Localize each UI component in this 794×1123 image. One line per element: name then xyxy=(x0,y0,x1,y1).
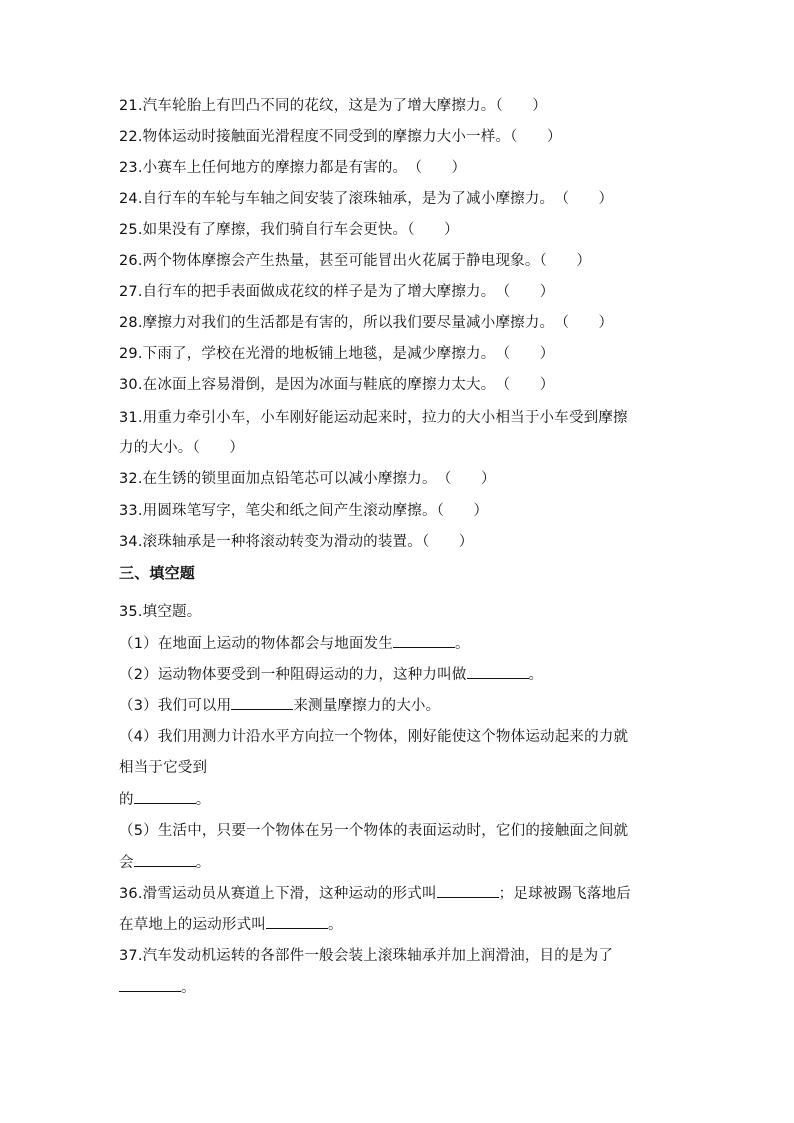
answer-blank[interactable] xyxy=(437,883,499,898)
section-title: 三、填空题 xyxy=(119,564,196,582)
q35-sub2-end: 。 xyxy=(528,667,544,683)
question-31-line1: 31.用重力牵引小车，小车刚好能运动起来时，拉力的大小相当于小车受到摩擦 xyxy=(119,410,628,426)
answer-blank[interactable] xyxy=(393,633,455,648)
question-33: 33.用圆珠笔写字，笔尖和纸之间产生滚动摩擦。（ ） xyxy=(119,503,489,519)
question-27: 27.自行车的把手表面做成花纹的样子是为了增大摩擦力。 （ ） xyxy=(119,284,555,300)
q36-text3: 在草地上的运动形式叫 xyxy=(119,917,266,933)
q35-sub3 xyxy=(119,695,440,716)
q35-sub5-line2 xyxy=(119,852,210,873)
question-31-line2: 力的大小。（ ） xyxy=(119,440,245,456)
q35-sub5-text: 会 xyxy=(119,855,134,871)
question-26: 26.两个物体摩擦会产生热量，甚至可能冒出火花属于静电现象。（ ） xyxy=(119,253,592,269)
question-32: 32.在生锈的锁里面加点铅笔芯可以减小摩擦力。 （ ） xyxy=(119,471,496,487)
q35-sub4-end: 。 xyxy=(195,792,211,808)
answer-blank[interactable] xyxy=(231,695,293,710)
q35-sub4-line1: （4）我们用测力计沿水平方向拉一个物体，刚好能使这个物体运动起来的力就 xyxy=(119,729,629,745)
q36-text1: 36.滑雪运动员从赛道上下滑，这种运动的形式叫 xyxy=(119,886,437,902)
q35-sub5-line1: （5）生活中，只要一个物体在另一个物体的表面运动时，它们的接触面之间就 xyxy=(119,823,629,839)
answer-blank[interactable] xyxy=(134,789,196,804)
q35-sub3-end: 来测量摩擦力的大小。 xyxy=(293,698,441,714)
question-29: 29.下雨了，学校在光滑的地板铺上地毯，是减少摩擦力。 （ ） xyxy=(119,346,555,362)
question-37-line1: 37.汽车发动机运转的各部件一般会装上滚珠轴承并加上润滑油，目的是为了 xyxy=(119,948,614,964)
answer-blank[interactable] xyxy=(119,977,181,992)
q35-sub2-text: （2）运动物体要受到一种阻碍运动的力，这种力叫做 xyxy=(119,667,467,683)
answer-blank[interactable] xyxy=(467,664,529,679)
q35-sub2 xyxy=(119,664,543,685)
question-37-line2 xyxy=(119,977,196,998)
q35-sub5-end: 。 xyxy=(195,855,211,871)
question-30: 30.在冰面上容易滑倒，是因为冰面与鞋底的摩擦力太大。 （ ） xyxy=(119,377,555,393)
answer-blank[interactable] xyxy=(134,852,196,867)
question-34: 34.滚珠轴承是一种将滚动转变为滑动的装置。（ ） xyxy=(119,534,474,550)
q35-sub3-text: （3）我们可以用 xyxy=(119,698,232,714)
question-23: 23.小赛车上任何地方的摩擦力都是有害的。 （ ） xyxy=(119,160,467,176)
q35-sub4-text: 的 xyxy=(119,792,134,808)
q35-sub1-end: 。 xyxy=(455,636,470,652)
question-28: 28.摩擦力对我们的生活都是有害的，所以我们要尽量减小摩擦力。 （ ） xyxy=(119,315,614,331)
q35-sub4-line3 xyxy=(119,789,210,810)
q35-sub1-text: （1）在地面上运动的物体都会与地面发生 xyxy=(119,636,394,652)
question-25: 25.如果没有了摩擦，我们骑自行车会更快。（ ） xyxy=(119,222,459,238)
question-21: 21.汽车轮胎上有凹凸不同的花纹，这是为了增大摩擦力。（ ） xyxy=(119,98,548,114)
answer-blank[interactable] xyxy=(266,914,328,929)
question-36-line2 xyxy=(119,914,343,935)
q36-end: 。 xyxy=(328,917,343,933)
q36-text2: ；足球被踢飞落地后 xyxy=(498,886,631,902)
question-24: 24.自行车的车轮与车轴之间安装了滚珠轴承，是为了减小摩擦力。 （ ） xyxy=(119,191,614,207)
question-35-title: 35.填空题。 xyxy=(119,604,202,620)
q37-end: 。 xyxy=(181,980,196,996)
q35-sub4-line2: 相当于它受到 xyxy=(119,760,208,776)
q35-sub1 xyxy=(119,633,470,654)
question-36-line1 xyxy=(119,883,631,904)
question-22: 22.物体运动时接触面光滑程度不同受到的摩擦力大小一样。（ ） xyxy=(119,129,562,145)
